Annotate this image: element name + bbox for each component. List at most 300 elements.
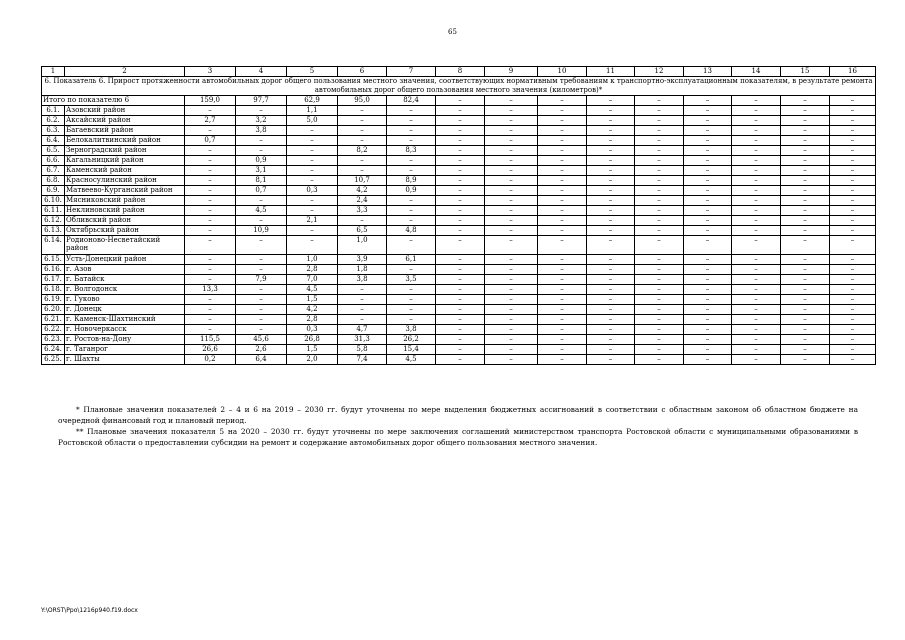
column-number: 11 — [587, 67, 635, 77]
row-value: – — [587, 355, 635, 365]
row-value: 1,5 — [287, 295, 338, 305]
row-value: – — [538, 216, 587, 226]
row-value: – — [538, 176, 587, 186]
total-value: – — [684, 96, 732, 106]
row-value: – — [587, 136, 635, 146]
row-value: 5,0 — [287, 116, 338, 126]
row-value: – — [732, 315, 781, 325]
row-value: 6,4 — [236, 355, 287, 365]
row-value: – — [830, 295, 876, 305]
row-value: – — [538, 116, 587, 126]
row-value: – — [732, 236, 781, 255]
row-value: – — [436, 275, 485, 285]
row-value: – — [485, 355, 538, 365]
row-value: – — [635, 335, 684, 345]
row-name: г. Гуково — [65, 295, 185, 305]
row-value: – — [538, 345, 587, 355]
row-value: – — [436, 325, 485, 335]
row-value: – — [185, 186, 236, 196]
row-value: – — [781, 116, 830, 126]
row-value: 2,4 — [338, 196, 387, 206]
row-value: – — [236, 196, 287, 206]
section-title-row — [42, 77, 876, 96]
row-number: 6.10. — [42, 196, 65, 206]
row-value: 115,5 — [185, 335, 236, 345]
row-value: – — [485, 315, 538, 325]
table-row — [42, 126, 876, 136]
footnote-2: ** Плановые значения показателя 5 на 2020 – 2030 гг. будут уточнены по мере заключения соглашений министерством транспорта Ростовской области с муниципальными образованиями в Ростовской области о предоставлении субсидии на ремонт и содержание автомобильных дорог общего пользования местного значения. — [58, 427, 858, 447]
row-value: – — [732, 156, 781, 166]
row-value: – — [538, 305, 587, 315]
row-value: – — [732, 216, 781, 226]
row-value: – — [485, 136, 538, 146]
row-value: – — [185, 275, 236, 285]
row-value: – — [635, 295, 684, 305]
table-row — [42, 255, 876, 265]
row-value: – — [587, 275, 635, 285]
row-value: – — [635, 116, 684, 126]
row-value: 4,2 — [287, 305, 338, 315]
row-value: – — [684, 186, 732, 196]
row-value: 3,8 — [338, 275, 387, 285]
row-value: – — [781, 275, 830, 285]
row-value: – — [387, 236, 436, 255]
row-value: – — [236, 136, 287, 146]
row-value: 26,8 — [287, 335, 338, 345]
row-value: – — [587, 345, 635, 355]
row-value: – — [684, 275, 732, 285]
row-value: – — [732, 176, 781, 186]
row-name: Багаевский район — [65, 126, 185, 136]
row-value: – — [185, 315, 236, 325]
table-row — [42, 146, 876, 156]
row-value: – — [684, 345, 732, 355]
row-value: – — [635, 136, 684, 146]
column-number-row — [42, 67, 876, 77]
row-name: г. Батайск — [65, 275, 185, 285]
row-value: – — [436, 116, 485, 126]
row-value: – — [485, 146, 538, 156]
row-value: 7,9 — [236, 275, 287, 285]
total-value: 159,0 — [185, 96, 236, 106]
row-value: – — [732, 325, 781, 335]
row-value: – — [185, 325, 236, 335]
row-value: – — [338, 126, 387, 136]
row-value: – — [387, 305, 436, 315]
row-value: – — [185, 216, 236, 226]
row-value: 2,1 — [287, 216, 338, 226]
row-value: – — [830, 275, 876, 285]
row-value: – — [185, 146, 236, 156]
row-value: – — [538, 106, 587, 116]
row-value: – — [830, 265, 876, 275]
row-value: – — [436, 126, 485, 136]
total-value: – — [485, 96, 538, 106]
row-value: – — [538, 315, 587, 325]
column-number: 1 — [42, 67, 65, 77]
row-number: 6.20. — [42, 305, 65, 315]
row-value: 2,8 — [287, 315, 338, 325]
row-value: – — [538, 226, 587, 236]
row-value: – — [732, 226, 781, 236]
row-value: – — [830, 166, 876, 176]
row-value: – — [587, 325, 635, 335]
row-value: – — [635, 126, 684, 136]
row-name: Каменский район — [65, 166, 185, 176]
row-value: 7,4 — [338, 355, 387, 365]
row-name: г. Волгодонск — [65, 285, 185, 295]
total-label: Итого по показателю 6 — [42, 96, 185, 106]
row-value: – — [485, 255, 538, 265]
row-value: 2,0 — [287, 355, 338, 365]
row-number: 6.17. — [42, 275, 65, 285]
row-value: – — [830, 236, 876, 255]
row-value: – — [781, 166, 830, 176]
table-row — [42, 116, 876, 126]
row-value: – — [684, 355, 732, 365]
row-value: 8,9 — [387, 176, 436, 186]
table-row — [42, 265, 876, 275]
column-number: 2 — [65, 67, 185, 77]
row-value: – — [781, 206, 830, 216]
row-value: 1,8 — [338, 265, 387, 275]
row-value: – — [387, 295, 436, 305]
row-value: – — [635, 325, 684, 335]
row-number: 6.6. — [42, 156, 65, 166]
row-value: 0,3 — [287, 186, 338, 196]
row-value: 10,7 — [338, 176, 387, 186]
row-value: – — [236, 146, 287, 156]
column-number: 6 — [338, 67, 387, 77]
row-value: – — [830, 146, 876, 156]
row-value: – — [830, 136, 876, 146]
row-value: – — [185, 166, 236, 176]
row-value: – — [436, 265, 485, 275]
row-value: – — [485, 176, 538, 186]
row-value: – — [338, 106, 387, 116]
row-value: – — [387, 315, 436, 325]
row-value: – — [781, 196, 830, 206]
row-value: – — [236, 305, 287, 315]
table-row — [42, 355, 876, 365]
page-number: 65 — [448, 28, 457, 36]
row-name: Усть-Донецкий район — [65, 255, 185, 265]
row-value: – — [732, 255, 781, 265]
column-number: 10 — [538, 67, 587, 77]
row-value: – — [732, 106, 781, 116]
row-value: – — [781, 136, 830, 146]
row-value: – — [485, 156, 538, 166]
row-value: – — [732, 275, 781, 285]
row-value: – — [538, 146, 587, 156]
row-value: – — [732, 206, 781, 216]
total-value: – — [587, 96, 635, 106]
row-value: – — [236, 216, 287, 226]
row-number: 6.24. — [42, 345, 65, 355]
row-value: – — [781, 265, 830, 275]
row-value: – — [185, 126, 236, 136]
row-value: – — [635, 355, 684, 365]
row-value: – — [538, 255, 587, 265]
row-value: – — [185, 196, 236, 206]
column-number: 12 — [635, 67, 684, 77]
row-value: – — [338, 166, 387, 176]
row-value: – — [684, 236, 732, 255]
row-value: – — [830, 325, 876, 335]
row-value: – — [538, 166, 587, 176]
row-value: – — [587, 265, 635, 275]
row-number: 6.14. — [42, 236, 65, 255]
row-value: – — [781, 186, 830, 196]
row-value: 0,2 — [185, 355, 236, 365]
row-value: 4,5 — [236, 206, 287, 216]
row-value: – — [236, 295, 287, 305]
row-value: – — [538, 275, 587, 285]
row-value: 3,8 — [236, 126, 287, 136]
row-value: – — [485, 345, 538, 355]
row-value: – — [185, 265, 236, 275]
row-value: 0,3 — [287, 325, 338, 335]
table-row — [42, 335, 876, 345]
row-value: – — [732, 166, 781, 176]
row-value: – — [635, 166, 684, 176]
row-value: – — [287, 206, 338, 216]
row-value: – — [387, 156, 436, 166]
row-value: – — [485, 106, 538, 116]
row-number: 6.11. — [42, 206, 65, 216]
row-number: 6.1. — [42, 106, 65, 116]
row-value: – — [732, 196, 781, 206]
row-name: Зерноградский район — [65, 146, 185, 156]
row-value: – — [485, 126, 538, 136]
row-value: – — [635, 255, 684, 265]
row-value: 0,7 — [185, 136, 236, 146]
row-value: – — [732, 186, 781, 196]
column-number: 13 — [684, 67, 732, 77]
row-value: 26,6 — [185, 345, 236, 355]
row-name: Матвеево-Курганский район — [65, 186, 185, 196]
row-value: – — [436, 226, 485, 236]
row-value: – — [587, 106, 635, 116]
row-value: – — [684, 126, 732, 136]
row-number: 6.3. — [42, 126, 65, 136]
row-value: – — [732, 265, 781, 275]
row-value: – — [635, 226, 684, 236]
row-name: Мясниковский район — [65, 196, 185, 206]
row-value: – — [387, 136, 436, 146]
row-value: – — [538, 236, 587, 255]
row-value: – — [436, 206, 485, 216]
row-number: 6.25. — [42, 355, 65, 365]
row-value: 6,5 — [338, 226, 387, 236]
row-value: – — [635, 285, 684, 295]
row-value: – — [485, 216, 538, 226]
row-value: – — [387, 106, 436, 116]
row-value: – — [436, 156, 485, 166]
row-value: – — [436, 146, 485, 156]
row-name: г. Шахты — [65, 355, 185, 365]
row-value: – — [781, 335, 830, 345]
row-value: – — [236, 236, 287, 255]
row-value: 4,8 — [387, 226, 436, 236]
row-value: – — [781, 285, 830, 295]
row-number: 6.13. — [42, 226, 65, 236]
row-value: – — [732, 295, 781, 305]
row-value: – — [587, 196, 635, 206]
row-value: – — [635, 275, 684, 285]
row-value: – — [485, 166, 538, 176]
row-value: 4,5 — [287, 285, 338, 295]
row-value: 3,8 — [387, 325, 436, 335]
row-value: – — [436, 345, 485, 355]
row-value: – — [538, 355, 587, 365]
table-row — [42, 216, 876, 226]
table-row — [42, 236, 876, 255]
row-value: – — [781, 176, 830, 186]
row-value: – — [436, 136, 485, 146]
row-value: – — [538, 206, 587, 216]
row-value: – — [684, 325, 732, 335]
row-value: – — [587, 166, 635, 176]
row-value: – — [338, 156, 387, 166]
row-number: 6.18. — [42, 285, 65, 295]
row-value: 0,9 — [236, 156, 287, 166]
row-value: – — [587, 126, 635, 136]
row-value: – — [635, 206, 684, 216]
row-value: – — [781, 216, 830, 226]
row-value: – — [781, 355, 830, 365]
row-value: – — [538, 126, 587, 136]
total-value: – — [732, 96, 781, 106]
row-name: г. Каменск-Шахтинский — [65, 315, 185, 325]
row-value: 3,5 — [387, 275, 436, 285]
table-row — [42, 325, 876, 335]
row-name: г. Таганрог — [65, 345, 185, 355]
row-value: – — [830, 186, 876, 196]
row-value: – — [587, 285, 635, 295]
row-value: 45,6 — [236, 335, 287, 345]
row-value: – — [538, 295, 587, 305]
row-value: 8,1 — [236, 176, 287, 186]
row-value: – — [485, 116, 538, 126]
row-value: – — [436, 315, 485, 325]
row-value: – — [781, 345, 830, 355]
row-value: – — [635, 236, 684, 255]
row-value: – — [538, 196, 587, 206]
row-value: – — [387, 265, 436, 275]
row-value: – — [684, 305, 732, 315]
row-value: – — [635, 305, 684, 315]
row-value: – — [485, 196, 538, 206]
row-value: – — [485, 206, 538, 216]
total-row — [42, 96, 876, 106]
total-value: 95,0 — [338, 96, 387, 106]
row-value: – — [436, 295, 485, 305]
row-value: 10,9 — [236, 226, 287, 236]
table-row — [42, 305, 876, 315]
row-value: – — [635, 196, 684, 206]
row-value: – — [830, 226, 876, 236]
row-value: – — [538, 285, 587, 295]
total-value: – — [635, 96, 684, 106]
row-value: – — [436, 196, 485, 206]
section-title: 6. Показатель 6. Прирост протяженности автомобильных дорог общего пользования местного значения, соответствующих нормативным требованиям к транспортно-эксплуатационным показателям, в результате ремонта автомобильных дорог общего пользования местного значения (километров)* — [42, 77, 876, 96]
row-value: 1,1 — [287, 106, 338, 116]
row-value: – — [436, 186, 485, 196]
column-number: 15 — [781, 67, 830, 77]
row-value: – — [830, 156, 876, 166]
row-value: 4,7 — [338, 325, 387, 335]
row-name: г. Донецк — [65, 305, 185, 315]
row-value: – — [684, 146, 732, 156]
row-number: 6.8. — [42, 176, 65, 186]
table-row — [42, 295, 876, 305]
row-value: – — [732, 136, 781, 146]
row-value: – — [684, 255, 732, 265]
row-number: 6.7. — [42, 166, 65, 176]
table-row — [42, 166, 876, 176]
row-value: – — [587, 335, 635, 345]
row-value: – — [684, 106, 732, 116]
row-name: г. Ростов-на-Дону — [65, 335, 185, 345]
row-value: 4,2 — [338, 186, 387, 196]
row-name: Кагальницкий район — [65, 156, 185, 166]
row-value: – — [436, 335, 485, 345]
row-name: Родионово-Несветайский район — [65, 236, 185, 255]
column-number: 8 — [436, 67, 485, 77]
row-value: – — [587, 116, 635, 126]
row-value: – — [387, 166, 436, 176]
row-value: – — [587, 186, 635, 196]
row-value: 2,8 — [287, 265, 338, 275]
row-value: – — [185, 106, 236, 116]
row-value: – — [781, 255, 830, 265]
row-value: – — [485, 265, 538, 275]
column-number: 7 — [387, 67, 436, 77]
row-value: – — [830, 196, 876, 206]
row-value: – — [587, 156, 635, 166]
row-value: 15,4 — [387, 345, 436, 355]
row-value: – — [436, 176, 485, 186]
row-value: – — [287, 196, 338, 206]
total-value: 82,4 — [387, 96, 436, 106]
row-value: 26,2 — [387, 335, 436, 345]
row-value: – — [236, 265, 287, 275]
row-name: Красносулинский район — [65, 176, 185, 186]
row-value: – — [684, 285, 732, 295]
table-row — [42, 275, 876, 285]
row-value: – — [684, 265, 732, 275]
row-value: – — [338, 116, 387, 126]
row-value: – — [830, 206, 876, 216]
row-value: – — [436, 216, 485, 226]
row-value: – — [830, 345, 876, 355]
row-value: – — [732, 305, 781, 315]
row-value: – — [287, 156, 338, 166]
row-number: 6.2. — [42, 116, 65, 126]
column-number: 4 — [236, 67, 287, 77]
row-name: Белокалитвинский район — [65, 136, 185, 146]
table-row — [42, 136, 876, 146]
row-value: – — [538, 325, 587, 335]
row-value: – — [684, 335, 732, 345]
row-value: – — [635, 315, 684, 325]
row-value: – — [185, 156, 236, 166]
row-value: – — [635, 156, 684, 166]
row-value: – — [185, 236, 236, 255]
column-number: 14 — [732, 67, 781, 77]
row-value: – — [684, 295, 732, 305]
